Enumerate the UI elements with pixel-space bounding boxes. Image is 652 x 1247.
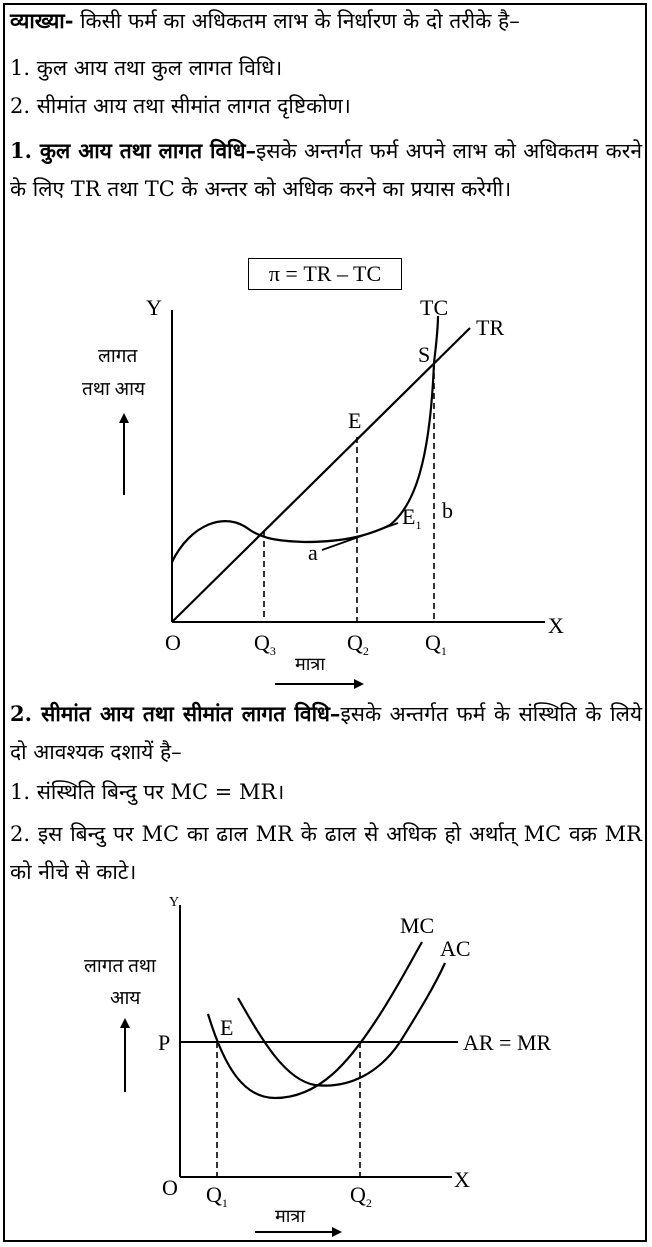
tangent-line (322, 523, 398, 550)
point-e-label: E (348, 408, 362, 433)
tc-label: TC (420, 295, 449, 320)
ar-mr-label: AR = MR (463, 1030, 552, 1055)
profit-formula: π = TR – TC (248, 258, 402, 290)
method-2: 2. सीमांत आय तथा सीमांत लागत दृष्टिकोण। (10, 94, 351, 118)
section1-heading: 1. कुल आय तथा लागत विधि– (10, 138, 256, 163)
tick-q1: $Q_1$ (206, 1182, 228, 1210)
ac-curve (238, 963, 445, 1086)
origin-label: O (162, 1175, 178, 1200)
condition-1: 1. संस्थिति बिन्दु पर MC = MR। (10, 780, 285, 804)
tick-q3: $Q_3$ (254, 630, 276, 658)
point-e-label: E (220, 1015, 234, 1040)
point-e1-label: $E_1$ (402, 504, 422, 532)
point-a-label: a (308, 540, 318, 565)
intro-heading: व्याख्या- (10, 8, 74, 33)
y-axis-label: Y (169, 895, 180, 910)
y-label-line2: आय (110, 988, 141, 1009)
section1-text: इसके अन्तर्गत फर्म अपने लाभ को अधिकतम करने के लिए TR तथा TC के अन्तर को अधिक करने का प्रयास करेगी। (10, 139, 642, 201)
section2-paragraph (10, 695, 642, 771)
y-label-line2: तथा आय (82, 379, 146, 400)
mc-curve (208, 942, 422, 1098)
mc-label: MC (400, 913, 435, 938)
y-label-line1: लागत (98, 346, 138, 367)
x-axis-label: X (548, 613, 564, 638)
chart-tr-tc (0, 290, 652, 695)
tick-q2: $Q_2$ (350, 1182, 372, 1210)
ac-label: AC (440, 936, 471, 961)
x-quantity-label: मात्रा (275, 1206, 306, 1226)
tr-label: TR (476, 315, 505, 340)
tick-q2: $Q_2$ (347, 630, 369, 658)
x-quantity-label: मात्रा (295, 654, 326, 674)
p-label: P (158, 1030, 171, 1055)
section2-text: इसके अन्तर्गत फर्म के संस्थिति के लिये दो आवश्यक दशायें है– (10, 702, 642, 764)
section2-heading: 2. सीमांत आय तथा सीमांत लागत विधि– (10, 701, 341, 726)
y-axis-label: Y (146, 295, 162, 320)
tick-q1: $Q_1$ (425, 630, 447, 658)
y-label-line1: लागत तथा (84, 956, 156, 977)
tr-line (172, 328, 470, 622)
x-axis-label: X (454, 1167, 470, 1192)
section1-paragraph (10, 132, 642, 208)
point-b-label: b (442, 498, 453, 523)
tc-curve (172, 316, 438, 562)
intro-line (10, 8, 520, 34)
point-s-label: S (418, 342, 431, 367)
condition-2: 2. इस बिन्दु पर MC का ढाल MR के ढाल से अधिक हो अर्थात् MC वक्र MR को नीचे से काटे। (10, 822, 642, 884)
method-1: 1. कुल आय तथा कुल लागत विधि। (10, 56, 283, 80)
chart-mc-mr (0, 890, 652, 1240)
intro-text: किसी फर्म का अधिकतम लाभ के निर्धारण के दो तरीके है– (73, 9, 520, 33)
origin-label: O (165, 630, 181, 655)
